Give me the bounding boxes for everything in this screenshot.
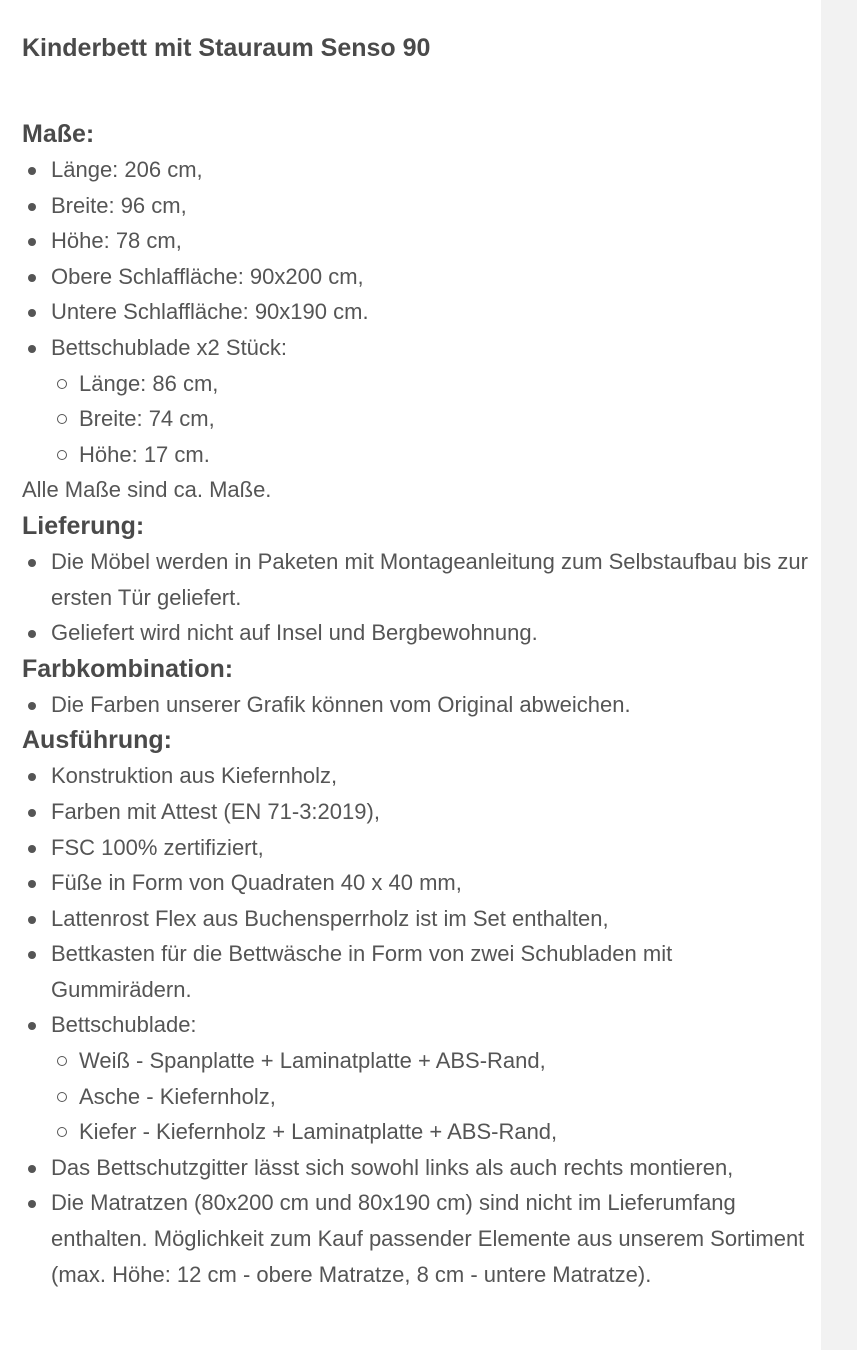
drawer-dimensions-list	[51, 366, 812, 473]
list-item: Füße in Form von Quadraten 40 x 40 mm,	[22, 865, 812, 901]
list-item: Die Möbel werden in Paketen mit Montageanleitung zum Selbstaufbau bis zur ersten Tür geliefert.	[22, 544, 812, 615]
list-item: Länge: 206 cm,	[22, 152, 812, 188]
list-item: Bettschublade x2 Stück: Länge: 86 cm, Breite: 74 cm, Höhe: 17 cm.	[22, 330, 812, 472]
product-title: Kinderbett mit Stauraum Senso 90	[22, 34, 431, 62]
list-item: Bettschublade: Weiß - Spanplatte + Laminatplatte + ABS-Rand, Asche - Kiefernholz, Kiefer - Kiefernholz + Laminatplatte + ABS-Rand,	[22, 1007, 812, 1149]
list-item: Die Farben unserer Grafik können vom Original abweichen.	[22, 687, 812, 723]
section-heading-lieferung: Lieferung:	[22, 511, 145, 540]
list-item: Obere Schlaffläche: 90x200 cm,	[22, 259, 812, 295]
masse-list	[22, 152, 812, 472]
list-item: Die Matratzen (80x200 cm und 80x190 cm) sind nicht im Lieferumfang enthalten. Möglichkeit zum Kauf passender Elemente aus unserem Sortiment (max. Höhe: 12 cm - obere Matratze, 8 cm - untere Matratze).	[22, 1185, 812, 1292]
dimensions-note: Alle Maße sind ca. Maße.	[22, 477, 272, 503]
list-item: Geliefert wird nicht auf Insel und Bergbewohnung.	[22, 615, 812, 651]
drawer-material-list	[51, 1043, 812, 1150]
sub-list-item: Breite: 74 cm,	[51, 401, 812, 437]
section-heading-masse: Maße:	[22, 120, 95, 148]
farbkombination-list	[22, 687, 812, 723]
section-heading-ausfuehrung: Ausführung:	[22, 726, 172, 755]
sub-list-item: Höhe: 17 cm.	[51, 437, 812, 473]
list-item: Das Bettschutzgitter lässt sich sowohl links als auch rechts montieren,	[22, 1150, 812, 1186]
list-item: Farben mit Attest (EN 71-3:2019),	[22, 794, 812, 830]
product-description	[22, 28, 812, 1292]
sub-list-item: Weiß - Spanplatte + Laminatplatte + ABS-Rand,	[51, 1043, 812, 1079]
sub-list-item: Kiefer - Kiefernholz + Laminatplatte + ABS-Rand,	[51, 1114, 812, 1150]
list-item: Bettkasten für die Bettwäsche in Form von zwei Schubladen mit Gummirädern.	[22, 936, 812, 1007]
list-item: FSC 100% zertifiziert,	[22, 830, 812, 866]
list-item: Lattenrost Flex aus Buchensperrholz ist im Set enthalten,	[22, 901, 812, 937]
lieferung-list	[22, 544, 812, 651]
section-heading-farbkombination: Farbkombination:	[22, 654, 234, 683]
list-item: Konstruktion aus Kiefernholz,	[22, 758, 812, 794]
sub-list-item: Länge: 86 cm,	[51, 366, 812, 402]
list-item: Breite: 96 cm,	[22, 188, 812, 224]
sub-list-item: Asche - Kiefernholz,	[51, 1079, 812, 1115]
scrollbar-track[interactable]	[821, 0, 857, 1350]
ausfuehrung-list	[22, 758, 812, 1292]
list-item: Höhe: 78 cm,	[22, 223, 812, 259]
list-item: Untere Schlaffläche: 90x190 cm.	[22, 294, 812, 330]
